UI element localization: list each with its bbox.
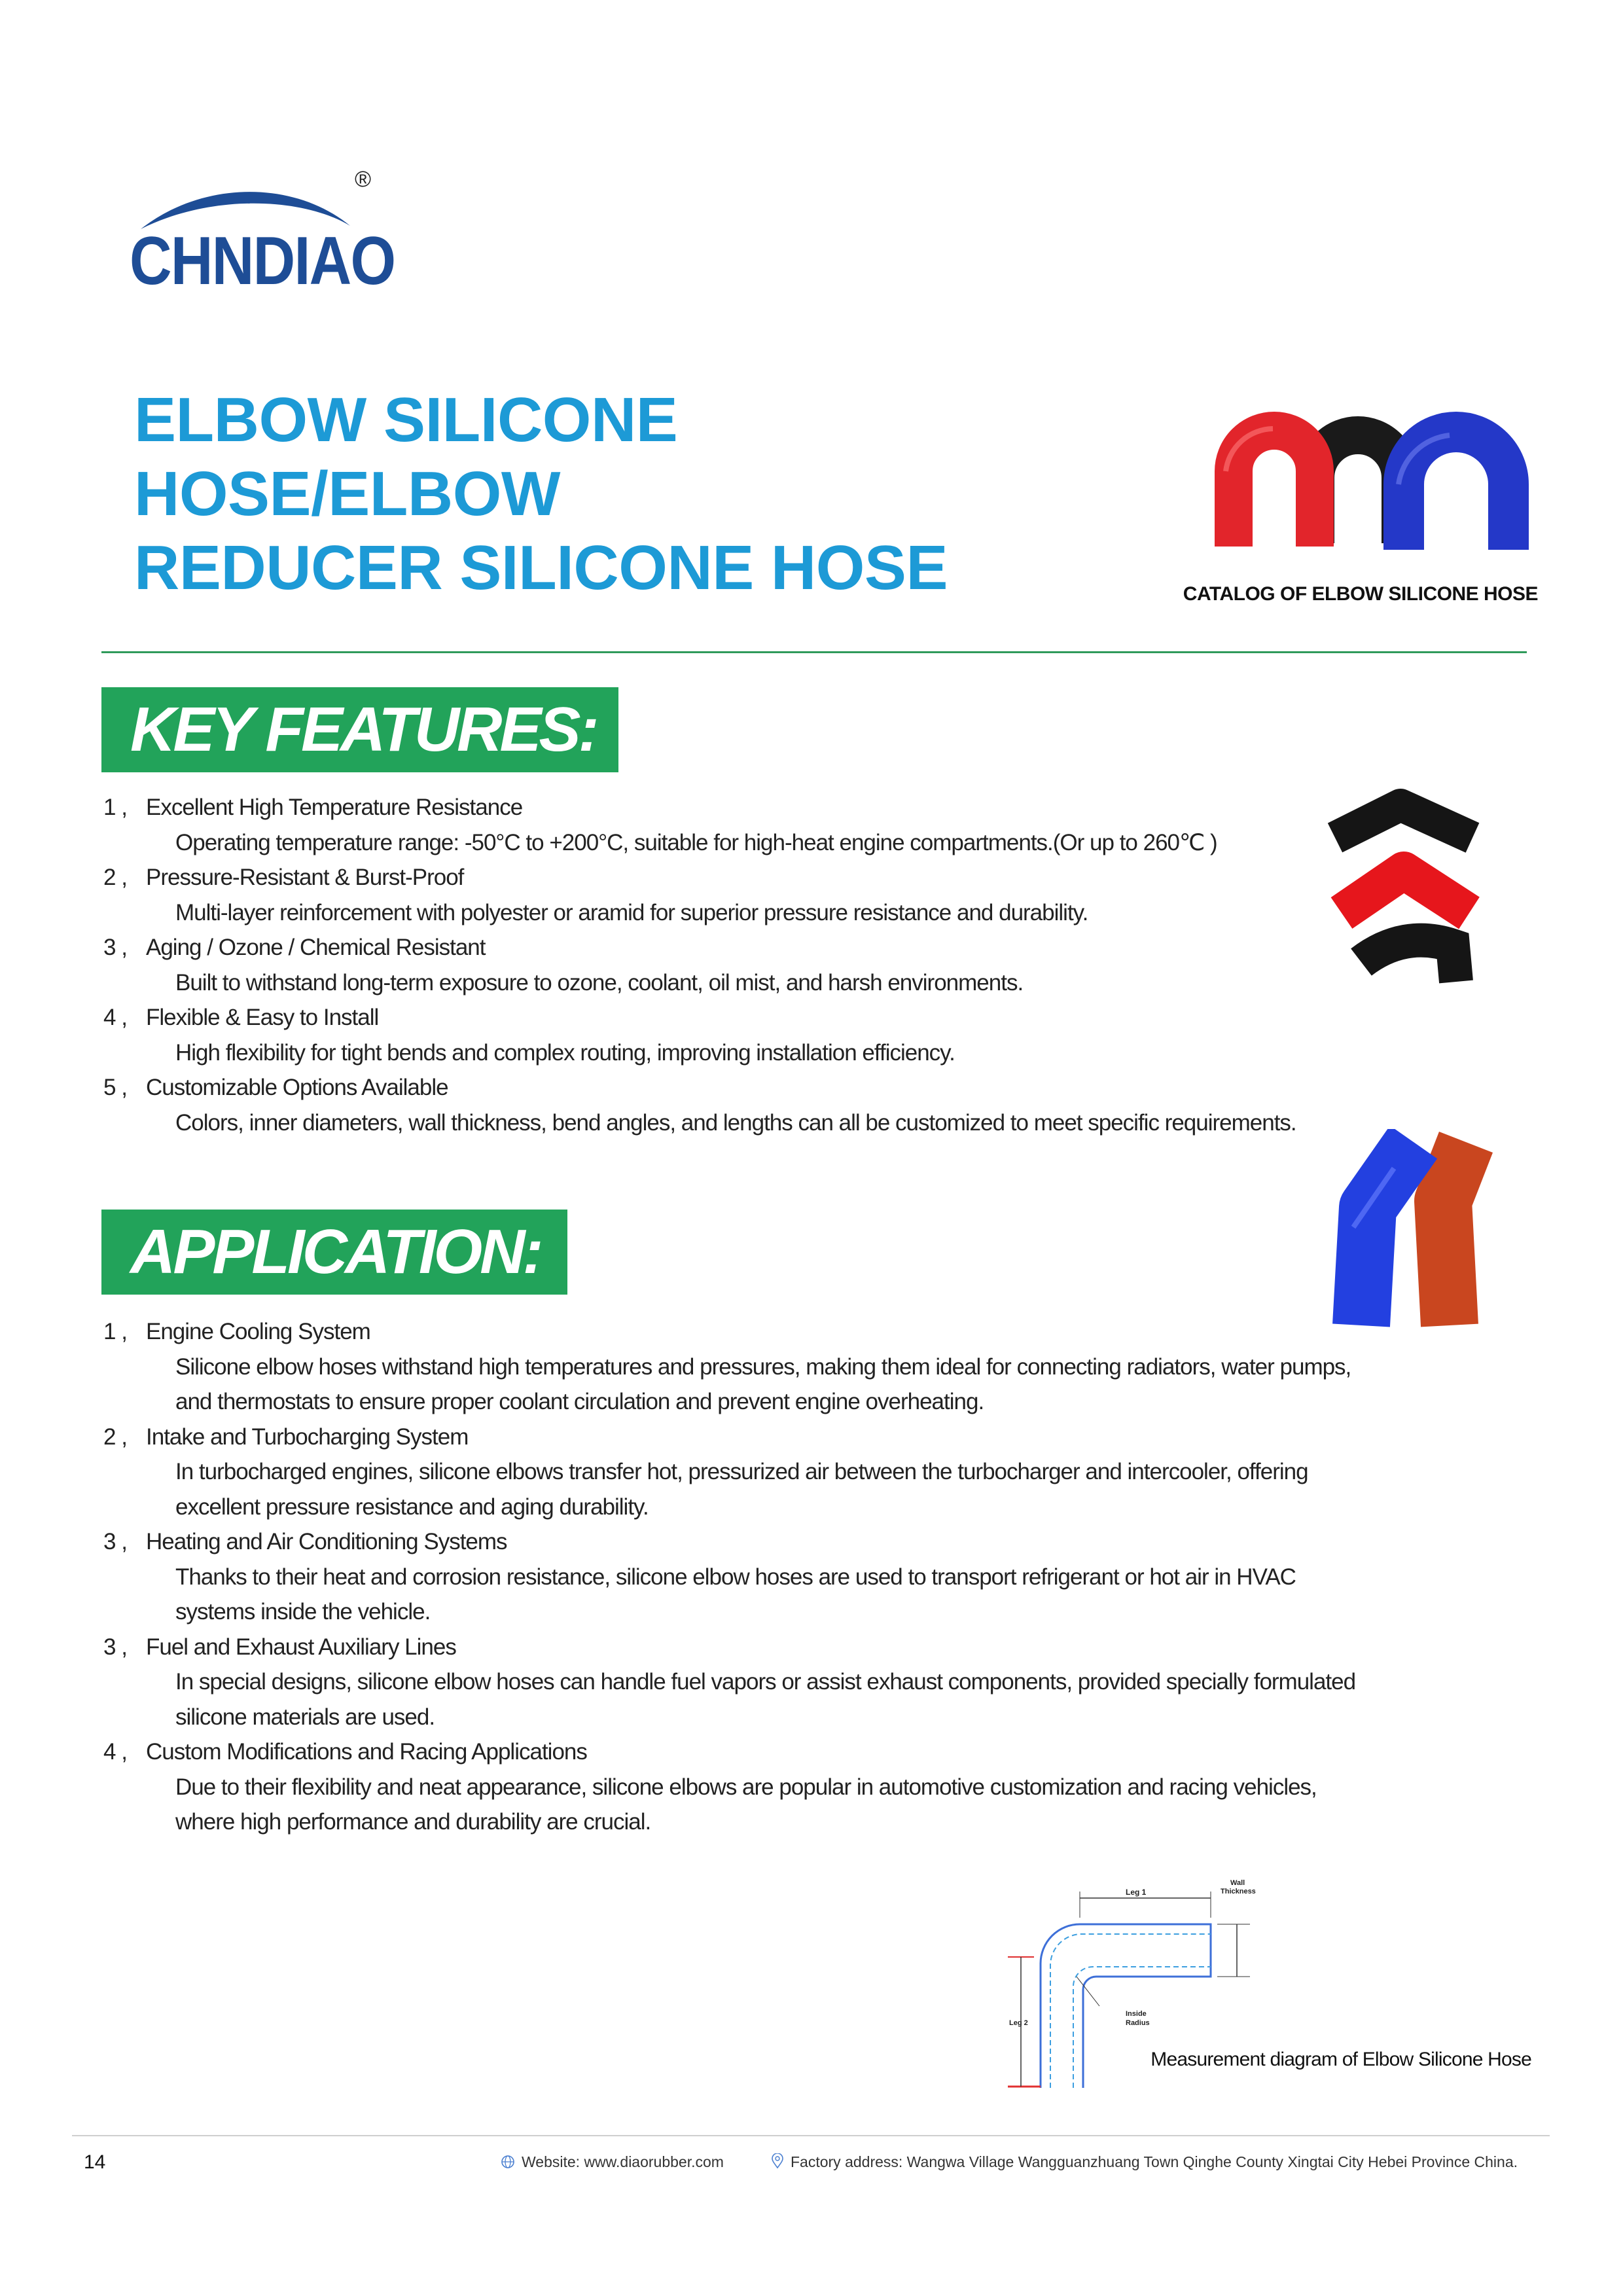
- page-title: [134, 383, 1103, 605]
- brand-logo: [124, 167, 399, 298]
- application-header: APPLICATION:: [101, 1210, 567, 1295]
- footer-website-text: Website: www.diaorubber.com: [522, 2153, 724, 2170]
- angled-elbows-image: [1315, 1129, 1512, 1332]
- list-item: 5 , Customizable Options Available Colors, inner diameters, wall thickness, bend angles, and lengths can all be customized to meet specific requirements.: [103, 1075, 1296, 1136]
- globe-icon: [501, 2155, 515, 2169]
- leg2-label: Leg 2: [1009, 2019, 1028, 2027]
- logo-wordmark: CHNDIAO: [130, 223, 395, 299]
- title-line-2: REDUCER SILICONE HOSE: [134, 533, 948, 603]
- footer-address: [771, 2153, 1518, 2171]
- footer-divider: [72, 2135, 1550, 2136]
- footer-address-text: Factory address: Wangwa Village Wangguanzhuang Town Qinghe County Xingtai City Hebei Province China.: [791, 2153, 1518, 2170]
- location-pin-icon: [771, 2153, 784, 2169]
- list-item: 1 , Engine Cooling System Silicone elbow hoses withstand high temperatures and pressures, making them ideal for connecting radiators, water pumps, and thermostats to ensure proper coolant circulation and prevent engine overheating.: [103, 1319, 1351, 1414]
- registered-mark: ®: [355, 167, 372, 192]
- application-list: [103, 1314, 1465, 1840]
- wall-label-1: Wall: [1230, 1879, 1245, 1887]
- list-item: 2 , Intake and Turbocharging System In turbocharged engines, silicone elbows transfer hot, pressurized air between the turbocharger and intercooler, offering excellent pressure resistance and aging durability.: [103, 1424, 1308, 1520]
- list-item: 3 , Fuel and Exhaust Auxiliary Lines In special designs, silicone elbow hoses can handle fuel vapors or assist exhaust components, provided specially formulated silicone materials are used.: [103, 1634, 1356, 1730]
- section-divider: [101, 651, 1527, 653]
- list-item: 2 , Pressure-Resistant & Burst-Proof Multi-layer reinforcement with polyester or aramid for superior pressure resistance and durability.: [103, 865, 1088, 925]
- inside-radius-label-2: Radius: [1126, 2019, 1150, 2027]
- leg1-label: Leg 1: [1126, 1888, 1147, 1897]
- stacked-elbows-image: [1322, 766, 1486, 995]
- u-hoses-image: [1214, 399, 1554, 556]
- wall-label-2: Thickness: [1221, 1888, 1256, 1895]
- list-item: 3 , Aging / Ozone / Chemical Resistant Built to withstand long-term exposure to ozone, coolant, oil mist, and harsh environments.: [103, 935, 1024, 996]
- list-item: 3 , Heating and Air Conditioning Systems Thanks to their heat and corrosion resistance, silicone elbow hoses are used to transport refrigerant or hot air in HVAC systems inside the vehicle.: [103, 1529, 1296, 1624]
- features-list: [103, 790, 1412, 1140]
- hero-caption: CATALOG OF ELBOW SILICONE HOSE: [1183, 583, 1538, 605]
- key-features-header: KEY FEATURES:: [101, 687, 618, 772]
- list-item: 4 , Flexible & Easy to Install High flexibility for tight bends and complex routing, improving installation efficiency.: [103, 1005, 955, 1066]
- footer-website[interactable]: [501, 2153, 724, 2171]
- inside-radius-label-1: Inside: [1126, 2010, 1147, 2018]
- list-item: 4 , Custom Modifications and Racing Applications Due to their flexibility and neat appearance, silicone elbows are popular in automotive customization and racing vehicles, where high performance and durability are crucial.: [103, 1739, 1317, 1835]
- page-number: 14: [84, 2151, 106, 2173]
- list-item: 1 , Excellent High Temperature Resistance Operating temperature range: -50°C to +200°C, suitable for high-heat engine compartments.(Or up to 260℃ ): [103, 795, 1217, 855]
- diagram-caption: Measurement diagram of Elbow Silicone Hose: [1150, 2049, 1531, 2070]
- title-line-1: ELBOW SILICONE HOSE/ELBOW: [134, 385, 678, 529]
